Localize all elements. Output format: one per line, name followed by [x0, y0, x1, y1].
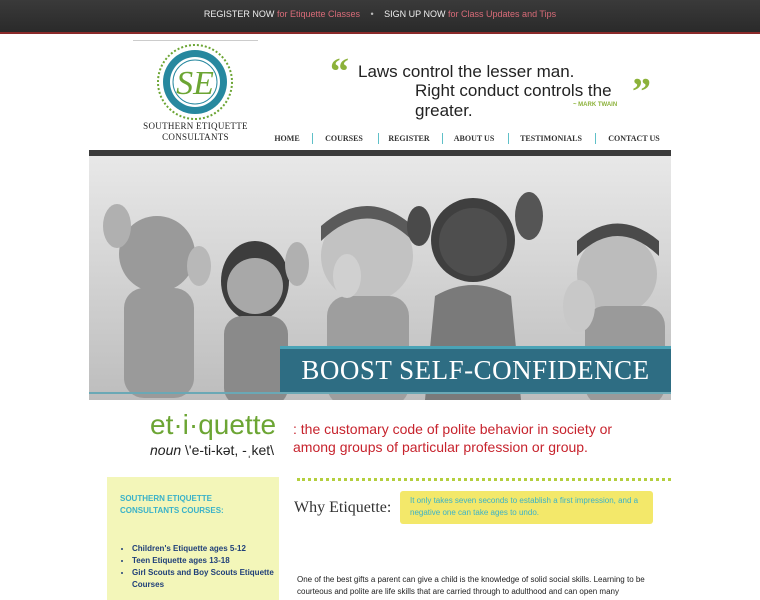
dotted-divider	[297, 478, 671, 481]
nav-divider	[442, 133, 443, 144]
nav-contact-us[interactable]: CONTACT US	[608, 134, 660, 143]
definition-text: : the customary code of polite behavior in society or among groups of particular profession or group.	[293, 421, 613, 455]
why-etiquette-title: Why Etiquette:	[294, 499, 392, 516]
logo-name-line2: CONSULTANTS	[162, 132, 229, 142]
main-nav	[266, 131, 671, 149]
nav-divider	[508, 133, 509, 144]
course-item[interactable]	[132, 543, 282, 555]
sign-up-now-label: SIGN UP NOW	[384, 9, 446, 19]
hero-banner	[280, 346, 671, 392]
pronunciation	[150, 442, 274, 458]
hero-banner-text: BOOST SELF-CONFIDENCE	[301, 355, 650, 385]
top-announcement-bar	[0, 0, 760, 34]
courses-sidebar	[107, 477, 279, 600]
register-suffix: for Etiquette Classes	[276, 9, 360, 19]
why-callout-box	[400, 491, 653, 524]
announcement-links	[0, 9, 760, 19]
hero-image	[89, 150, 671, 400]
register-now-label: REGISTER NOW	[203, 9, 275, 19]
nav-testimonials[interactable]: TESTIMONIALS	[520, 134, 582, 143]
course-item-label: Girl Scouts and Boy Scouts Etiquette Courses	[132, 568, 274, 589]
hero-bottom-rule	[89, 392, 671, 394]
logo-name	[133, 121, 258, 143]
nav-divider	[595, 133, 596, 144]
part-of-speech: noun	[150, 442, 182, 458]
intro-paragraph: One of the best gifts a parent can give a child is the knowledge of solid social skills. Learning to be courteous and polite are life skills that are carried through to adulthood and can open many	[297, 575, 645, 596]
course-item-label: Children's Etiquette ages 5-12	[132, 544, 246, 553]
separator-dot: •	[370, 9, 374, 19]
header-quote	[330, 51, 660, 120]
quote-line2: Right conduct controls the greater.	[415, 81, 612, 120]
quote-author: ~ MARK TWAIN	[573, 102, 618, 108]
site-logo[interactable]	[133, 40, 258, 145]
monogram-badge-icon	[156, 43, 234, 121]
sign-up-now-link[interactable]	[384, 9, 556, 19]
open-quote-icon: “	[330, 51, 349, 93]
etiquette-word: et·i·quette	[150, 409, 277, 440]
sign-up-suffix: for Class Updates and Tips	[448, 9, 557, 19]
why-callout-text: It only takes seven seconds to establish a first impression, and a negative one can take ages to undo.	[410, 496, 639, 517]
courses-heading: SOUTHERN ETIQUETTE CONSULTANTS COURSES:	[120, 494, 224, 515]
monogram-text: SE	[176, 65, 214, 102]
nav-courses[interactable]: COURSES	[325, 134, 363, 143]
close-quote-icon: ”	[632, 71, 651, 113]
quote-line1: Laws control the lesser man.	[358, 62, 575, 81]
nav-divider	[378, 133, 379, 144]
nav-home[interactable]: HOME	[274, 134, 300, 143]
nav-about-us[interactable]: ABOUT US	[453, 134, 495, 143]
course-item[interactable]	[132, 567, 282, 591]
course-item-label: Teen Etiquette ages 13-18	[132, 556, 230, 565]
course-item[interactable]	[132, 555, 282, 567]
register-now-link[interactable]	[204, 9, 360, 19]
pronunciation-text: \'e-ti-kət, -ˌket\	[185, 442, 275, 458]
nav-register[interactable]: REGISTER	[388, 134, 430, 143]
courses-list	[120, 543, 282, 591]
nav-divider	[312, 133, 313, 144]
logo-name-line1: SOUTHERN ETIQUETTE	[143, 121, 248, 131]
